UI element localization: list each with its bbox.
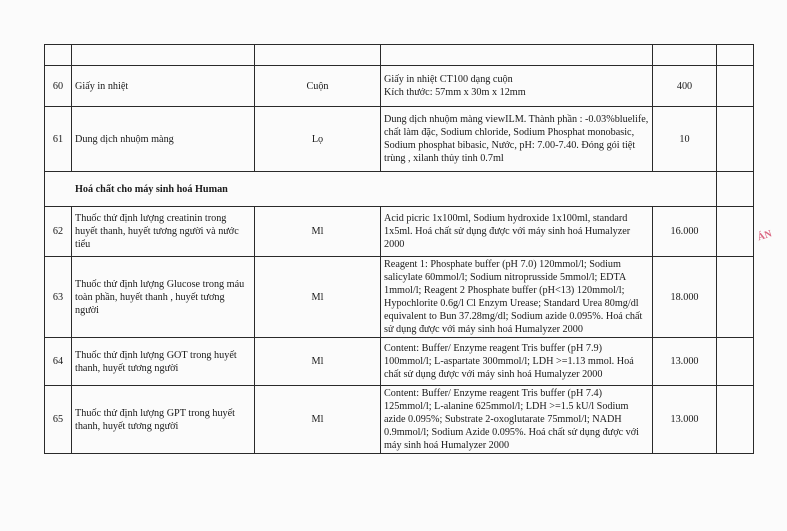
row-number: 65	[45, 386, 72, 454]
item-quantity: 16.000	[653, 207, 717, 257]
item-name: Thuốc thử định lượng GPT trong huyết thanh, huyết tương người	[72, 386, 255, 454]
table-row	[45, 257, 754, 338]
row-number: 63	[45, 257, 72, 338]
item-unit: Ml	[255, 207, 381, 257]
row-number: 61	[45, 107, 72, 172]
item-spec: Dung dịch nhuộm màng viewILM. Thành phần : -0.03%bluelife, chất làm đặc, Sodium chloride, Sodium Phosphat monobasic, Sodium phosphat bibasic, Nước, pH: 7.00-7.40. Đóng gói tiệt trùng , xilanh thủy tinh 0.7ml	[381, 107, 653, 172]
item-name: Dung dịch nhuộm màng	[72, 107, 255, 172]
item-spec: Giấy in nhiệt CT100 dạng cuộn Kích thước: 57mm x 30m x 12mm	[381, 66, 653, 107]
item-spec: Content: Buffer/ Enzyme reagent Tris buffer (pH 7.9) 100mmol/l; L-aspartate 300mmol/l; LDH >=1.13 mmol. Hoá chất sử dụng được với máy sinh hoá Humalyzer 2000	[381, 338, 653, 386]
item-quantity: 13.000	[653, 338, 717, 386]
item-quantity: 18.000	[653, 257, 717, 338]
item-unit: Cuộn	[255, 66, 381, 107]
table-row	[45, 107, 754, 172]
table-row	[45, 66, 754, 107]
item-unit: Ml	[255, 257, 381, 338]
item-quantity: 400	[653, 66, 717, 107]
item-unit: Ml	[255, 386, 381, 454]
table-row	[45, 386, 754, 454]
item-name: Thuốc thử định lượng creatinin trong huyết thanh, huyết tương người và nước tiểu	[72, 207, 255, 257]
item-name: Thuốc thử định lượng GOT trong huyết thanh, huyết tương người	[72, 338, 255, 386]
red-stamp-fragment: ÁN	[756, 228, 774, 244]
item-spec: Reagent 1: Phosphate buffer (pH 7.0) 120mmol/l; Sodium salicylate 60mmol/l; Sodium nitroprusside 5mmol/l; EDTA 1mmol/l; Reagent 2 Phosphate buffer (pH<13) 120mmol/l; Hypochlorite 0.6g/l Cl Enzym Urease; Standard Urea 80mg/dl equivalent to Bun 37.28mg/dl; Sodium azide 0.095%. Hoá chất sử dụng được với máy sinh hoá Humalyzer 2000	[381, 257, 653, 338]
item-quantity: 10	[653, 107, 717, 172]
table-row	[45, 45, 754, 66]
row-number: 64	[45, 338, 72, 386]
supply-table	[44, 44, 754, 454]
table-row	[45, 207, 754, 257]
row-number: 60	[45, 66, 72, 107]
row-number: 62	[45, 207, 72, 257]
group-heading: Hoá chất cho máy sinh hoá Human	[45, 172, 717, 207]
item-spec: Acid picric 1x100ml, Sodium hydroxide 1x100ml, standard 1x5ml. Hoá chất sử dụng được với máy sinh hoá Humalyzer 2000	[381, 207, 653, 257]
table-row	[45, 338, 754, 386]
group-heading-row	[45, 172, 754, 207]
item-quantity: 13.000	[653, 386, 717, 454]
item-unit: Ml	[255, 338, 381, 386]
item-spec: Content: Buffer/ Enzyme reagent Tris buffer (pH 7.4) 125mmol/l; L-alanine 625mmol/l; LDH >=1.5 kU/l Sodium azide 0.095%; Substrate 2-oxoglutarate 75mmol/l; NADH 0.9mmol/l; Sodium Azide 0.095%. Hoá chất sử dụng được với máy sinh hoá Humalyzer 2000	[381, 386, 653, 454]
item-name: Giấy in nhiệt	[72, 66, 255, 107]
item-name: Thuốc thử định lượng Glucose trong máu toàn phần, huyết thanh , huyết tương người	[72, 257, 255, 338]
item-unit: Lọ	[255, 107, 381, 172]
